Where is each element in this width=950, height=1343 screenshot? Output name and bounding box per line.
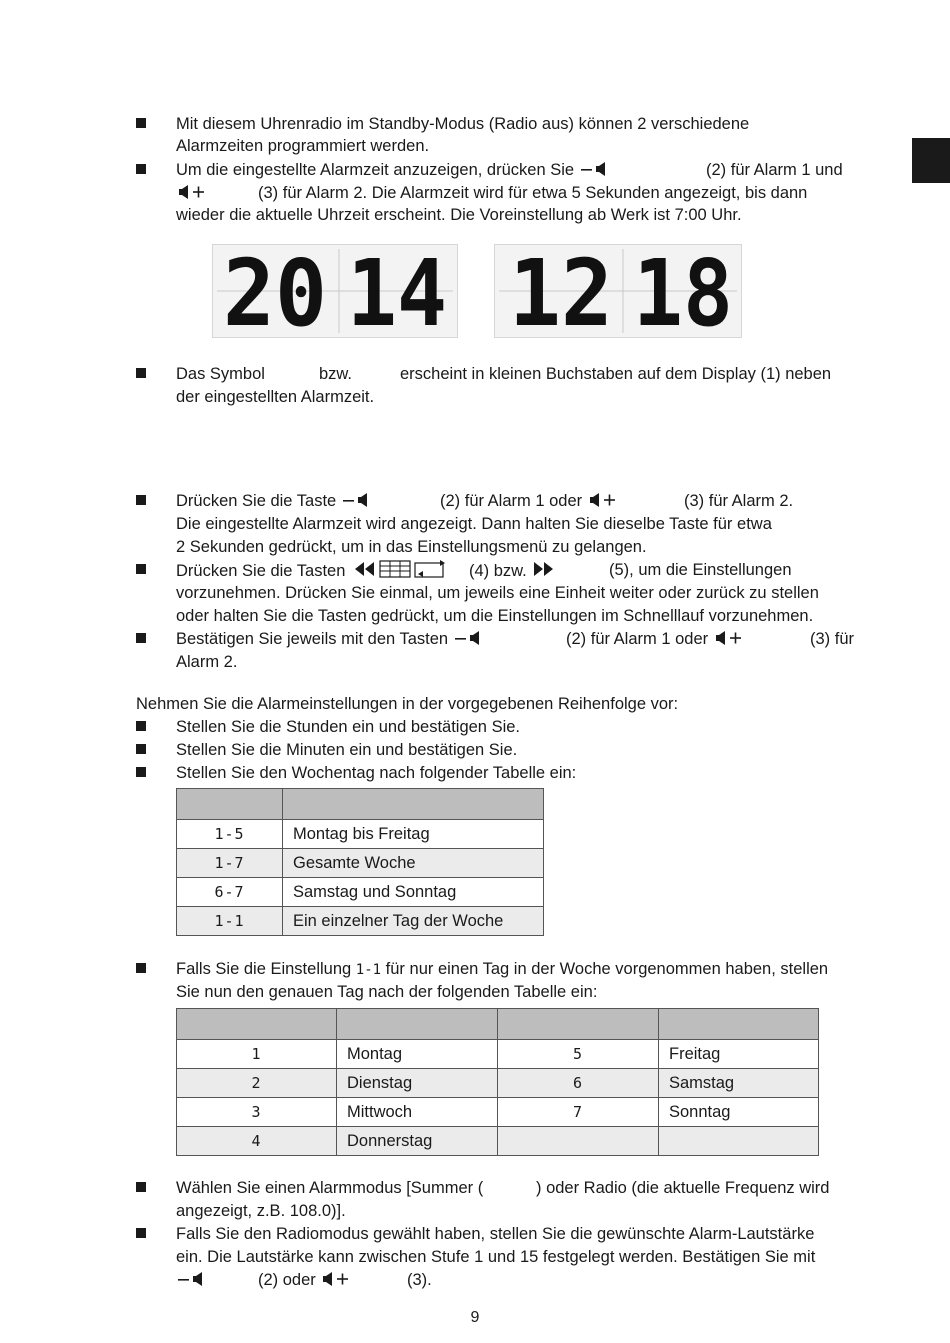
table-cell: Donnerstag xyxy=(337,1127,498,1156)
text-line: bzw. xyxy=(319,365,353,383)
table-header-cell xyxy=(337,1009,498,1040)
table-cell: Mittwoch xyxy=(337,1098,498,1127)
text-line: (3) für xyxy=(810,630,855,648)
bullet xyxy=(136,495,146,505)
text-line xyxy=(176,1269,206,1291)
text-line: (5), um die Einstellungen xyxy=(609,561,792,579)
text-line: Wählen Sie einen Alarmmodus [Summer ( xyxy=(176,1179,484,1197)
text-line: Mit diesem Uhrenradio im Standby-Modus (Radio aus) können 2 verschiedene xyxy=(176,115,750,133)
lcd-digits-alarm1 xyxy=(213,245,457,337)
text-line xyxy=(258,1269,352,1291)
segment-code: 1-1 xyxy=(177,907,283,936)
segment-code: 6 xyxy=(498,1069,659,1098)
text-span: (2) für Alarm 1 oder xyxy=(440,492,583,510)
table-header-cell xyxy=(177,1009,337,1040)
svg-text:12: 12 xyxy=(509,245,613,337)
bullet xyxy=(136,118,146,128)
text-span: Drücken Sie die Tasten xyxy=(176,562,346,580)
table-header-cell xyxy=(177,789,283,820)
text-span: Bestätigen Sie jeweils mit den Tasten xyxy=(176,630,449,648)
text-line: Falls Sie den Radiomodus gewählt haben, stellen Sie die gewünschte Alarm-Lautstärke xyxy=(176,1225,815,1243)
segment-code xyxy=(498,1127,659,1156)
page-number: 9 xyxy=(470,1309,480,1326)
text-line: Alarmzeiten programmiert werden. xyxy=(176,137,430,155)
text-line: vorzunehmen. Drücken Sie einmal, um jeweils eine Einheit weiter oder zurück zu stellen xyxy=(176,584,819,602)
table-cell: Gesamte Woche xyxy=(283,849,544,878)
text-span: für nur einen Tag in der Woche vorgenommen haben, stellen xyxy=(385,960,829,978)
bullet xyxy=(136,721,146,731)
segment-code: 7 xyxy=(498,1098,659,1127)
minus-speaker-icon xyxy=(454,630,482,646)
lcd-display-alarm2 xyxy=(494,244,742,338)
table-cell: Montag xyxy=(337,1040,498,1069)
minus-speaker-icon xyxy=(177,1271,205,1287)
table-header-row xyxy=(177,789,544,820)
rewind-calendar-repeat-icon xyxy=(350,559,448,579)
text-span: Drücken Sie die Taste xyxy=(176,492,337,510)
text-line: wieder die aktuelle Uhrzeit erscheint. Die Voreinstellung ab Werk ist 7:00 Uhr. xyxy=(176,206,742,224)
text-line xyxy=(469,559,561,582)
text-line xyxy=(176,628,483,650)
table-row xyxy=(177,1069,819,1098)
text-line: ) oder Radio (die aktuelle Frequenz wird xyxy=(536,1179,830,1197)
bullet xyxy=(136,767,146,777)
text-line: 2 Sekunden gedrückt, um in das Einstellungsmenü zu gelangen. xyxy=(176,538,647,556)
bullet xyxy=(136,1182,146,1192)
segment-code: 1-1 xyxy=(355,962,382,978)
svg-text:20: 20 xyxy=(223,245,327,337)
minus-speaker-icon xyxy=(580,161,608,177)
bullet xyxy=(136,744,146,754)
table-cell: Ein einzelner Tag der Woche xyxy=(283,907,544,936)
table-cell xyxy=(659,1127,819,1156)
text-line: Stellen Sie den Wochentag nach folgender Tabelle ein: xyxy=(176,764,577,782)
table-row xyxy=(177,820,544,849)
bullet xyxy=(136,164,146,174)
text-span: Um die eingestellte Alarmzeit anzuzeigen, drücken Sie xyxy=(176,161,575,179)
speaker-plus-icon xyxy=(714,630,744,646)
fast-forward-icon xyxy=(531,559,561,579)
segment-code: 1-5 xyxy=(177,820,283,849)
text-line xyxy=(176,182,208,204)
table-cell: Samstag und Sonntag xyxy=(283,878,544,907)
segment-code: 4 xyxy=(177,1127,337,1156)
text-line: oder halten Sie die Tasten gedrückt, um die Einstellungen im Schnelllauf vorzunehmen. xyxy=(176,607,814,625)
bullet xyxy=(136,633,146,643)
table-row xyxy=(177,849,544,878)
table-header-row xyxy=(177,1009,819,1040)
text-line: ein. Die Lautstärke kann zwischen Stufe 1 und 15 festgelegt werden. Bestätigen Sie mit xyxy=(176,1248,816,1266)
lcd-digits-alarm2 xyxy=(495,245,741,337)
table-row xyxy=(177,1127,819,1156)
text-line: Die eingestellte Alarmzeit wird angezeigt. Dann halten Sie dieselbe Taste für etwa xyxy=(176,515,772,533)
text-line: Stellen Sie die Minuten ein und bestätigen Sie. xyxy=(176,741,518,759)
text-line xyxy=(440,490,619,512)
text-line xyxy=(566,628,745,650)
text-line: Das Symbol xyxy=(176,365,265,383)
text-line: der eingestellten Alarmzeit. xyxy=(176,388,375,406)
segment-code: 1 xyxy=(177,1040,337,1069)
text-line xyxy=(176,159,609,181)
speaker-plus-icon xyxy=(177,184,207,200)
table-row xyxy=(177,1098,819,1127)
minus-speaker-icon xyxy=(342,492,370,508)
segment-code: 1-7 xyxy=(177,849,283,878)
weekday-mode-table xyxy=(176,788,544,936)
table-header-cell xyxy=(283,789,544,820)
segment-code: 6-7 xyxy=(177,878,283,907)
segment-code: 3 xyxy=(177,1098,337,1127)
speaker-plus-icon xyxy=(588,492,618,508)
svg-text:14: 14 xyxy=(347,245,447,337)
speaker-plus-icon xyxy=(321,1271,351,1287)
table-cell: Freitag xyxy=(659,1040,819,1069)
single-day-table xyxy=(176,1008,819,1156)
svg-text:18: 18 xyxy=(633,245,733,337)
bullet xyxy=(136,368,146,378)
lcd-display-alarm1 xyxy=(212,244,458,338)
text-line: angezeigt, z.B. 108.0)]. xyxy=(176,1202,346,1220)
table-row xyxy=(177,878,544,907)
table-row xyxy=(177,1040,819,1069)
text-line xyxy=(176,490,371,512)
table-cell: Sonntag xyxy=(659,1098,819,1127)
text-line xyxy=(176,559,448,582)
text-line: Stellen Sie die Stunden ein und bestätigen Sie. xyxy=(176,718,521,736)
text-span: Falls Sie die Einstellung xyxy=(176,960,352,978)
table-header-cell xyxy=(659,1009,819,1040)
text-line xyxy=(176,958,828,981)
bullet xyxy=(136,1228,146,1238)
text-line: (3) für Alarm 2. Die Alarmzeit wird für etwa 5 Sekunden angezeigt, bis dann xyxy=(258,184,808,202)
table-header-cell xyxy=(498,1009,659,1040)
bullet xyxy=(136,564,146,574)
text-span: (2) oder xyxy=(258,1271,316,1289)
text-line: erscheint in kleinen Buchstaben auf dem Display (1) neben xyxy=(400,365,832,383)
text-line: Alarm 2. xyxy=(176,653,238,671)
text-line: (2) für Alarm 1 und xyxy=(706,161,843,179)
table-cell: Dienstag xyxy=(337,1069,498,1098)
table-cell: Montag bis Freitag xyxy=(283,820,544,849)
bullet xyxy=(136,963,146,973)
text-span: (2) für Alarm 1 oder xyxy=(566,630,709,648)
chapter-tab xyxy=(912,138,950,183)
table-row xyxy=(177,907,544,936)
text-line: Sie nun den genauen Tag nach der folgenden Tabelle ein: xyxy=(176,983,598,1001)
text-line: Nehmen Sie die Alarmeinstellungen in der vorgegebenen Reihenfolge vor: xyxy=(136,695,679,713)
text-span: (4) bzw. xyxy=(469,562,527,580)
segment-code: 5 xyxy=(498,1040,659,1069)
text-line: (3). xyxy=(407,1271,432,1289)
table-cell: Samstag xyxy=(659,1069,819,1098)
segment-code: 2 xyxy=(177,1069,337,1098)
text-line: (3) für Alarm 2. xyxy=(684,492,794,510)
